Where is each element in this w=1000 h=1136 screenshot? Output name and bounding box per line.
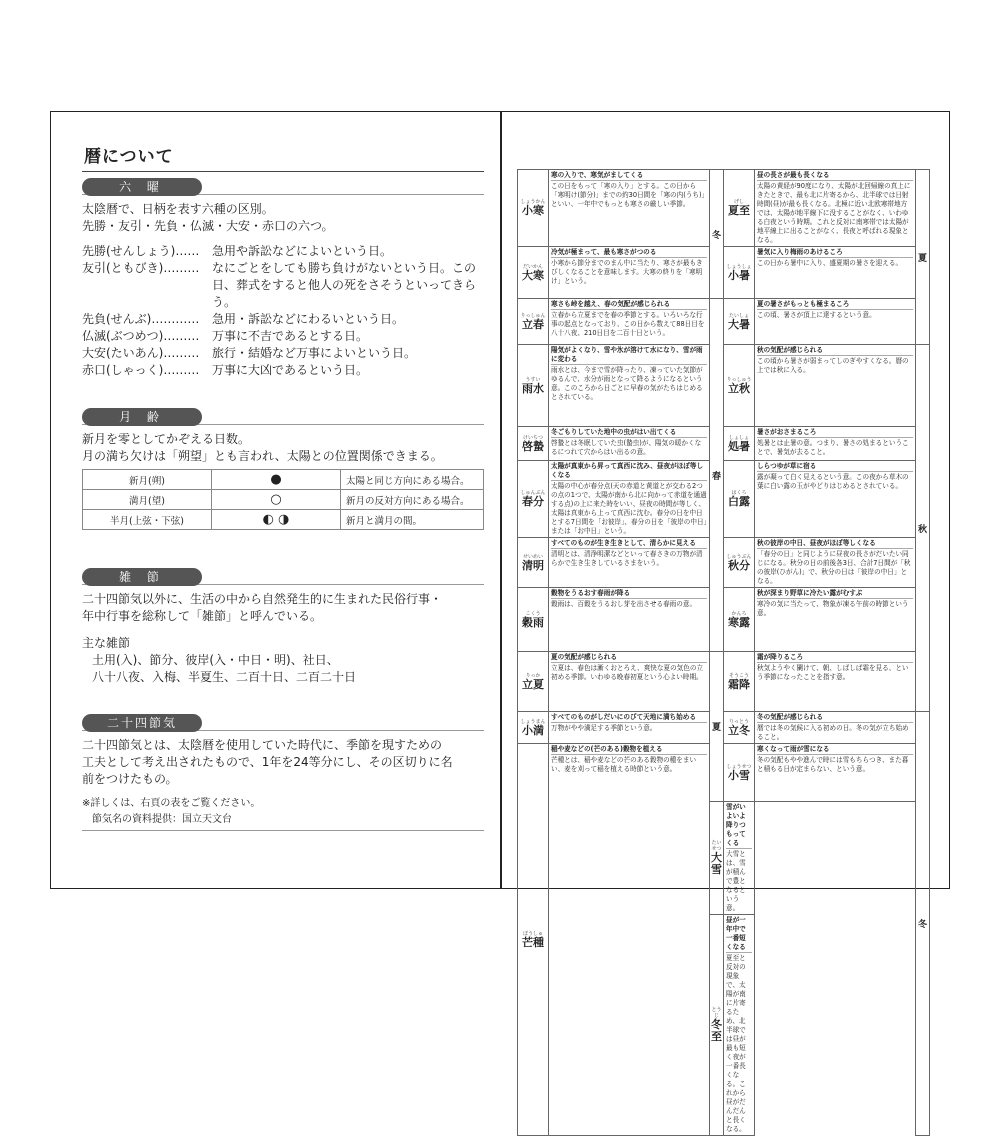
sekki-description bbox=[724, 802, 755, 915]
sekki-name bbox=[518, 461, 549, 538]
sekki-description bbox=[549, 299, 710, 345]
list-item bbox=[82, 243, 484, 260]
sekki-name bbox=[518, 170, 549, 247]
sekki-headline: 秋が深まり野草に冷たい露がむすぶ bbox=[757, 589, 913, 599]
sekki-detail: 露が凝って白く見えるという意。この夜から草木の葉に白い露の玉がやどりはじめるとされている。 bbox=[757, 473, 909, 490]
sekki-ruby: しょうせつ bbox=[726, 763, 752, 770]
sekki-ruby: こくう bbox=[525, 610, 541, 617]
sekki-detail: 大雪とは、雪が積んで豊となるという意。 bbox=[726, 850, 746, 912]
sekki-name bbox=[724, 588, 755, 652]
rokuyo-meaning: なにごとをしても勝ち負けがないという日。この日、葬式をすると他人の死をさそうといってきらう。 bbox=[212, 261, 477, 309]
season-winter-label: 冬 bbox=[916, 712, 930, 1136]
sekki-table-body bbox=[518, 170, 930, 1136]
sekki-ruby: しょうしょ bbox=[726, 263, 752, 270]
sekki-headline: すべてのものが生き生きとして、清らかに見える bbox=[551, 539, 707, 549]
table-row bbox=[518, 652, 930, 712]
table-row bbox=[518, 461, 930, 538]
sekki-headline: 冬の気配が感じられる bbox=[757, 713, 913, 723]
zassetsu-list: 土用(入)、節分、彼岸(入・中日・明)、社日、 bbox=[92, 653, 339, 667]
list-item bbox=[82, 311, 484, 328]
sekki-name bbox=[518, 538, 549, 588]
sekki-kanji: 春分 bbox=[522, 495, 544, 508]
sekki-kanji: 大寒 bbox=[522, 268, 544, 282]
sekki-ruby: せいめい bbox=[522, 553, 543, 560]
list-item bbox=[82, 362, 484, 379]
sekki-detail: 芒種とは、稲や麦などの芒のある穀物の種をまいい、麦を刈って稲を植える時節という意。 bbox=[551, 756, 697, 773]
sekki-name bbox=[518, 345, 549, 427]
sekki-detail: 寒冷の気に当たって、物象が凍る午前の時節という意。 bbox=[757, 600, 909, 617]
sekki-headline: 寒くなって雨が雪になる bbox=[757, 745, 913, 755]
sekki-name bbox=[724, 345, 755, 427]
sekki-headline: 太陽が真東から昇って真西に沈み、昼夜がほぼ等しくなる bbox=[551, 462, 707, 481]
nijushi-intro: 工夫として考え出されたもので、1年を24等分にし、その区切りに名 bbox=[82, 755, 453, 769]
sekki-description bbox=[549, 652, 710, 712]
sekki-kanji: 寒露 bbox=[728, 615, 750, 629]
zassetsu-section bbox=[82, 566, 484, 686]
sekki-detail: この日をもって「寒の入り」とする。この日から「寒明け(節分)」までの約30日間を「寒の内(うち)」といい、一年中でもっとも寒さの厳しい季節。 bbox=[551, 182, 705, 208]
sekki-detail: 夏至と反対の現象で、太陽が南に片寄るため、北半球では昼が最も短く夜が一番長くなる。これから昼がだんだんと長くなる。 bbox=[726, 954, 746, 1133]
sekki-ruby: とうじ bbox=[711, 1007, 722, 1019]
sekki-ruby: たいしょ bbox=[728, 312, 749, 319]
getsurei-heading-bar bbox=[82, 406, 484, 425]
sekki-name bbox=[710, 915, 724, 1136]
table-cell: 新月と満月の間。 bbox=[341, 510, 484, 530]
sekki-description bbox=[755, 299, 916, 345]
table-row bbox=[83, 490, 484, 510]
sekki-name bbox=[724, 461, 755, 538]
sekki-ruby: しゅんぶん bbox=[520, 490, 546, 496]
sekki-headline: 暑気に入り梅雨のあけるころ bbox=[757, 248, 913, 258]
sekki-name bbox=[724, 538, 755, 588]
sekki-detail: 太陽の中心が春分点(天の赤道と黄道とが交わる2つの点の1つで、太陽が南から北に向かって赤道を通過する点)の上に来た時をいい、昼夜の時間が等しく、太陽は真東から上って真西に沈む。春分の日を中日とする7日間を「お彼岸」、春分の日を「彼岸の中日」または「お中日」という。 bbox=[551, 482, 707, 535]
sekki-detail: この頃、暑さが頂上に達するという意。 bbox=[757, 311, 876, 319]
sekki-detail: 秋気ようやく闌けて、朝、しばしば霜を見る、という季節になったことを指す意。 bbox=[757, 664, 909, 681]
sekki-name bbox=[518, 247, 549, 299]
table-row bbox=[518, 345, 930, 427]
left-page bbox=[82, 140, 484, 825]
sekki-description bbox=[755, 427, 916, 461]
sekki-kanji: 小寒 bbox=[522, 204, 544, 217]
nijushi-heading-bar bbox=[82, 712, 484, 731]
rokuyo-term: 仏滅(ぶつめつ)……… bbox=[82, 329, 200, 343]
sekki-headline: 雪がいよいよ降りつもってくる bbox=[726, 803, 752, 849]
table-cell: 新月の反対方向にある場合。 bbox=[341, 490, 484, 510]
sekki-description bbox=[549, 345, 710, 427]
sekki-kanji: 穀雨 bbox=[522, 615, 544, 629]
sekki-ruby: しょうまん bbox=[520, 718, 546, 725]
sekki-name bbox=[724, 652, 755, 712]
sekki-description bbox=[755, 461, 916, 538]
rokuyo-intro: 先勝・友引・先負・仏滅・大安・赤口の六つ。 bbox=[82, 219, 334, 233]
rokuyo-heading: 六 曜 bbox=[82, 178, 202, 196]
rokuyo-term: 赤口(しゃっく)……… bbox=[82, 363, 200, 377]
table-row bbox=[83, 510, 484, 530]
sekki-ruby: だいかん bbox=[522, 263, 543, 270]
rokuyo-meaning: 急用・訴訟などにわるいという日。 bbox=[212, 312, 405, 326]
sekki-kanji: 立冬 bbox=[728, 723, 750, 737]
sekki-ruby: うすい bbox=[525, 376, 541, 383]
sekki-description bbox=[755, 652, 916, 712]
rokuyo-heading-bar bbox=[82, 176, 484, 195]
zassetsu-intro: 二十四節気以外に、生活の中から自然発生的に生まれた民俗行事・ bbox=[82, 592, 443, 606]
sekki-name bbox=[724, 427, 755, 461]
sekki-detail: 立夏は、春色は漸くおとろえ、爽快な夏の気色の立初める季節。いわゆる晩春初夏という心よい時期。 bbox=[551, 664, 704, 681]
getsurei-section bbox=[82, 406, 484, 530]
sekki-detail: 「春分の日」と同じように昼夜の長さがだいたい同じになる。秋分の日の前後各3日、合計7日間が「秋の彼岸(ひがん)」で、秋分の日は「彼岸の中日」となる。 bbox=[757, 550, 911, 585]
sekki-headline: 秋の気配が感じられる bbox=[757, 346, 913, 356]
sekki-name bbox=[724, 170, 755, 247]
sekki-headline: 穀物をうるおす春雨が降る bbox=[551, 589, 707, 599]
sekki-table bbox=[517, 169, 930, 1136]
sekki-headline: 霜が降りるころ bbox=[757, 653, 913, 663]
sekki-description bbox=[755, 345, 916, 427]
season-autumn-label: 秋 bbox=[916, 345, 930, 712]
sekki-kanji: 大雪 bbox=[711, 851, 722, 876]
sekki-headline: しらつゆが草に宿る bbox=[757, 462, 913, 472]
sekki-kanji: 小雪 bbox=[728, 768, 750, 782]
zassetsu-intro: 年中行事を総称して「雑節」と呼んでいる。 bbox=[82, 609, 323, 623]
sekki-ruby: ぼうしゅ bbox=[522, 930, 543, 937]
table-row bbox=[518, 427, 930, 461]
sekki-ruby: げし bbox=[733, 199, 744, 205]
table-cell: 満月(望) bbox=[83, 490, 212, 510]
getsurei-intro: 新月を零としてかぞえる日数。 bbox=[82, 432, 251, 446]
sekki-description bbox=[755, 247, 916, 299]
table-cell: 新月(朔) bbox=[83, 470, 212, 490]
full-moon-icon: ○ bbox=[212, 490, 341, 510]
nijushi-intro: 前をつけたもの。 bbox=[82, 772, 178, 786]
list-item bbox=[82, 260, 484, 311]
sekki-description bbox=[549, 588, 710, 652]
sekki-description bbox=[549, 170, 710, 247]
sekki-detail: この頃から暑さが弱まってしのぎやすくなる。暦の上では秋に入る。 bbox=[757, 357, 909, 374]
sekki-headline: すべてのものがしだいにのびて天地に満ち始める bbox=[551, 713, 707, 723]
sekki-name bbox=[710, 802, 724, 915]
rokuyo-term: 先勝(せんしょう)…… bbox=[82, 244, 200, 258]
table-row bbox=[518, 744, 930, 802]
sekki-kanji: 白露 bbox=[728, 495, 750, 508]
sekki-ruby: りっしゅう bbox=[726, 376, 752, 383]
season-winter-label: 冬 bbox=[710, 170, 724, 299]
nijushi-heading: 二十四節気 bbox=[82, 714, 202, 732]
getsurei-intro: 月の満ち欠けは「朔望」とも言われ、太陽との位置関係できまる。 bbox=[82, 449, 443, 463]
sekki-kanji: 処暑 bbox=[728, 439, 750, 453]
sekki-kanji: 芒種 bbox=[522, 935, 544, 949]
sekki-kanji: 立春 bbox=[522, 317, 544, 331]
sekki-description bbox=[549, 538, 710, 588]
getsurei-heading: 月 齢 bbox=[82, 408, 202, 426]
sekki-description bbox=[549, 744, 710, 1136]
sekki-detail: 処暑とは止暑の意。つまり、暑さの処まるということで、暑気が去ること。 bbox=[757, 439, 909, 456]
sekki-description bbox=[755, 538, 916, 588]
sekki-name bbox=[518, 712, 549, 744]
moon-phase-table bbox=[82, 469, 484, 530]
list-item bbox=[82, 328, 484, 345]
sekki-detail: 冬の気配もやや進んで時には雪もちらつき、また暮と積もる日が定まらない、という意。 bbox=[757, 756, 909, 773]
sekki-kanji: 秋分 bbox=[728, 558, 750, 572]
rokuyo-term: 大安(たいあん)……… bbox=[82, 346, 200, 360]
sekki-description bbox=[755, 588, 916, 652]
sekki-name bbox=[518, 299, 549, 345]
sekki-description bbox=[724, 915, 755, 1136]
sekki-headline: 寒さも峠を越え、春の気配が感じられる bbox=[551, 300, 707, 310]
sekki-description bbox=[755, 712, 916, 744]
table-row bbox=[518, 299, 930, 345]
sekki-headline: 冷気が極まって、最も寒さがつのる bbox=[551, 248, 707, 258]
sekki-ruby: たいせつ bbox=[711, 840, 722, 852]
rokuyo-meaning: 急用や訴訟などによいという日。 bbox=[212, 244, 393, 258]
sekki-detail: 立春から立夏までを春の季節とする。いろいろな行事の起点となっており、この日から数えて88日目を八十八夜、210日目を二百十日という。 bbox=[551, 311, 705, 337]
sekki-ruby: りっしゅん bbox=[520, 312, 546, 319]
sekki-headline: 夏の暑さがもっとも極まるころ bbox=[757, 300, 913, 310]
table-row bbox=[518, 247, 930, 299]
sekki-kanji: 清明 bbox=[522, 558, 544, 572]
list-item bbox=[82, 345, 484, 362]
sekki-ruby: けいちつ bbox=[523, 434, 543, 441]
table-row bbox=[518, 538, 930, 588]
sekki-kanji: 小満 bbox=[522, 723, 544, 737]
sekki-headline: 稲や麦などの(芒のある)穀物を植える bbox=[551, 745, 707, 755]
sekki-kanji: 夏至 bbox=[728, 204, 750, 217]
sekki-headline: 冬ごもりしていた地中の虫がはい出てくる bbox=[551, 428, 707, 438]
sekki-headline: 暑さがおさまるころ bbox=[757, 428, 913, 438]
sekki-headline: 昼が一年中で一番短くなる bbox=[726, 916, 752, 953]
sekki-ruby: そうこう bbox=[728, 672, 749, 679]
rokuyo-section bbox=[82, 176, 484, 379]
sekki-ruby: りっとう bbox=[728, 718, 749, 725]
new-moon-icon: ● bbox=[212, 470, 341, 490]
rokuyo-meaning: 旅行・結婚など万事によいという日。 bbox=[212, 346, 417, 360]
sekki-kanji: 冬至 bbox=[711, 1018, 722, 1043]
sekki-name bbox=[724, 744, 755, 802]
rokuyo-intro: 太陰暦で、日柄を表す六種の区別。 bbox=[82, 202, 274, 216]
season-summer-label: 夏 bbox=[710, 652, 724, 802]
season-summer-label: 夏 bbox=[916, 170, 930, 345]
sekki-detail: 小寒から節分までのまん中に当たり、寒さが最もきびしくなることを意味します。大寒の終りを「寒明け」という。 bbox=[551, 259, 703, 285]
page-title: 暦について bbox=[82, 140, 484, 172]
half-moon-icon: ◐ ◑ bbox=[212, 510, 341, 530]
sekki-ruby: はくろ bbox=[731, 490, 747, 496]
sekki-kanji: 立夏 bbox=[522, 677, 544, 691]
table-row bbox=[83, 470, 484, 490]
sekki-name bbox=[518, 652, 549, 712]
sekki-detail: 清明とは、清浄明潔などといって春さきの万物が清らかで生き生きしているさまをいう。 bbox=[551, 550, 703, 567]
sekki-name bbox=[518, 588, 549, 652]
rokuyo-meaning: 万事に不吉であるとする日。 bbox=[212, 329, 369, 343]
rokuyo-term: 友引(ともびき)……… bbox=[82, 261, 200, 275]
season-spring-label: 春 bbox=[710, 299, 724, 652]
sekki-headline: 昼の長さが最も長くなる bbox=[757, 171, 913, 181]
sekki-name bbox=[724, 712, 755, 744]
sekki-ruby: しょうかん bbox=[520, 199, 546, 205]
sekki-description bbox=[755, 744, 916, 802]
zassetsu-subheading: 主な雑節 bbox=[82, 636, 131, 650]
sekki-detail: 万物がやや満足する季節という意。 bbox=[551, 724, 657, 732]
sekki-name bbox=[518, 427, 549, 461]
table-row bbox=[518, 170, 930, 247]
sekki-detail: 啓蟄とは冬眠していた虫(蟄虫)が、陽気の暖かくなるにつれて穴からはい出るの意。 bbox=[551, 439, 702, 456]
zassetsu-heading-bar bbox=[82, 566, 484, 585]
zassetsu-list: 八十八夜、入梅、半夏生、二百十日、二百二十日 bbox=[92, 670, 357, 684]
sekki-detail: 雨水とは、今まで雪が降ったり、凍っていた気節がゆるんで、水分が雨となって降るようになるという意。このころから日ごとに早春の気がたちはじめるとされている。 bbox=[551, 366, 703, 401]
sekki-name bbox=[724, 299, 755, 345]
note: ※詳しくは、右頁の表をご覧ください。 bbox=[82, 798, 261, 809]
sekki-detail: 穀雨は、百穀をうるおし芽を出させる春雨の意。 bbox=[551, 600, 697, 608]
sekki-name bbox=[518, 744, 549, 1136]
sekki-detail: 太陽の黄経が90度になり、太陽が北回帰線の真上にきたときで、最も北に片寄るから、北半球では日射時間(昼)が最も長くなる。北極に近い北欧寒帯地方では、太陽が地平線下に没することがなく、いわゆる白夜という時期。これと反対に南寒帯では太陽が地平線上に出ることがなく、長夜と呼ばれる現象となる。 bbox=[757, 182, 911, 244]
table-cell: 半月(上弦・下弦) bbox=[83, 510, 212, 530]
zassetsu-heading: 雑 節 bbox=[82, 568, 202, 586]
rokuyo-meaning: 万事に大凶であるという日。 bbox=[212, 363, 369, 377]
sekki-kanji: 小暑 bbox=[728, 268, 750, 282]
sekki-name bbox=[724, 247, 755, 299]
book-spine bbox=[500, 111, 502, 889]
sekki-detail: この日から暑中に入り、盛夏期の暑さを迎える。 bbox=[757, 259, 903, 267]
sekki-description bbox=[549, 461, 710, 538]
sekki-headline: 陽気がよくなり、雪や氷が溶けて水になり、雪が雨に変わる bbox=[551, 346, 707, 365]
sekki-ruby: しゅうぶん bbox=[726, 553, 752, 560]
table-row bbox=[518, 712, 930, 744]
table-cell: 太陽と同じ方向にある場合。 bbox=[341, 470, 484, 490]
sekki-ruby: かんろ bbox=[731, 610, 747, 617]
rokuyo-list bbox=[82, 243, 484, 379]
table-row bbox=[518, 588, 930, 652]
nijushi-intro: 二十四節気とは、太陰暦を使用していた時代に、季節を現すための bbox=[82, 738, 443, 752]
sekki-kanji: 啓蟄 bbox=[522, 439, 544, 453]
sekki-kanji: 立秋 bbox=[728, 381, 750, 395]
sekki-headline: 夏の気配が感じられる bbox=[551, 653, 707, 663]
sekki-description bbox=[549, 427, 710, 461]
sekki-headline: 寒の入りで、寒気がましてくる bbox=[551, 171, 707, 181]
nijushi-section bbox=[82, 712, 484, 831]
rokuyo-term: 先負(せんぶ)………… bbox=[82, 312, 200, 326]
sekki-kanji: 雨水 bbox=[522, 381, 544, 395]
sekki-headline: 秋の彼岸の中日、昼夜がほぼ等しくなる bbox=[757, 539, 913, 549]
sekki-ruby: しょしょ bbox=[728, 434, 749, 441]
sekki-description bbox=[549, 712, 710, 744]
sekki-detail: 暦では冬の気候に入る初めの日。冬の気が立ち始めること。 bbox=[757, 724, 909, 741]
source-note: 節気名の資料提供：国立天文台 bbox=[92, 814, 232, 825]
sekki-ruby: りっか bbox=[525, 672, 541, 679]
sekki-kanji: 大暑 bbox=[728, 317, 750, 331]
sekki-description bbox=[755, 170, 916, 247]
sekki-kanji: 霜降 bbox=[728, 677, 750, 691]
sekki-description bbox=[549, 247, 710, 299]
